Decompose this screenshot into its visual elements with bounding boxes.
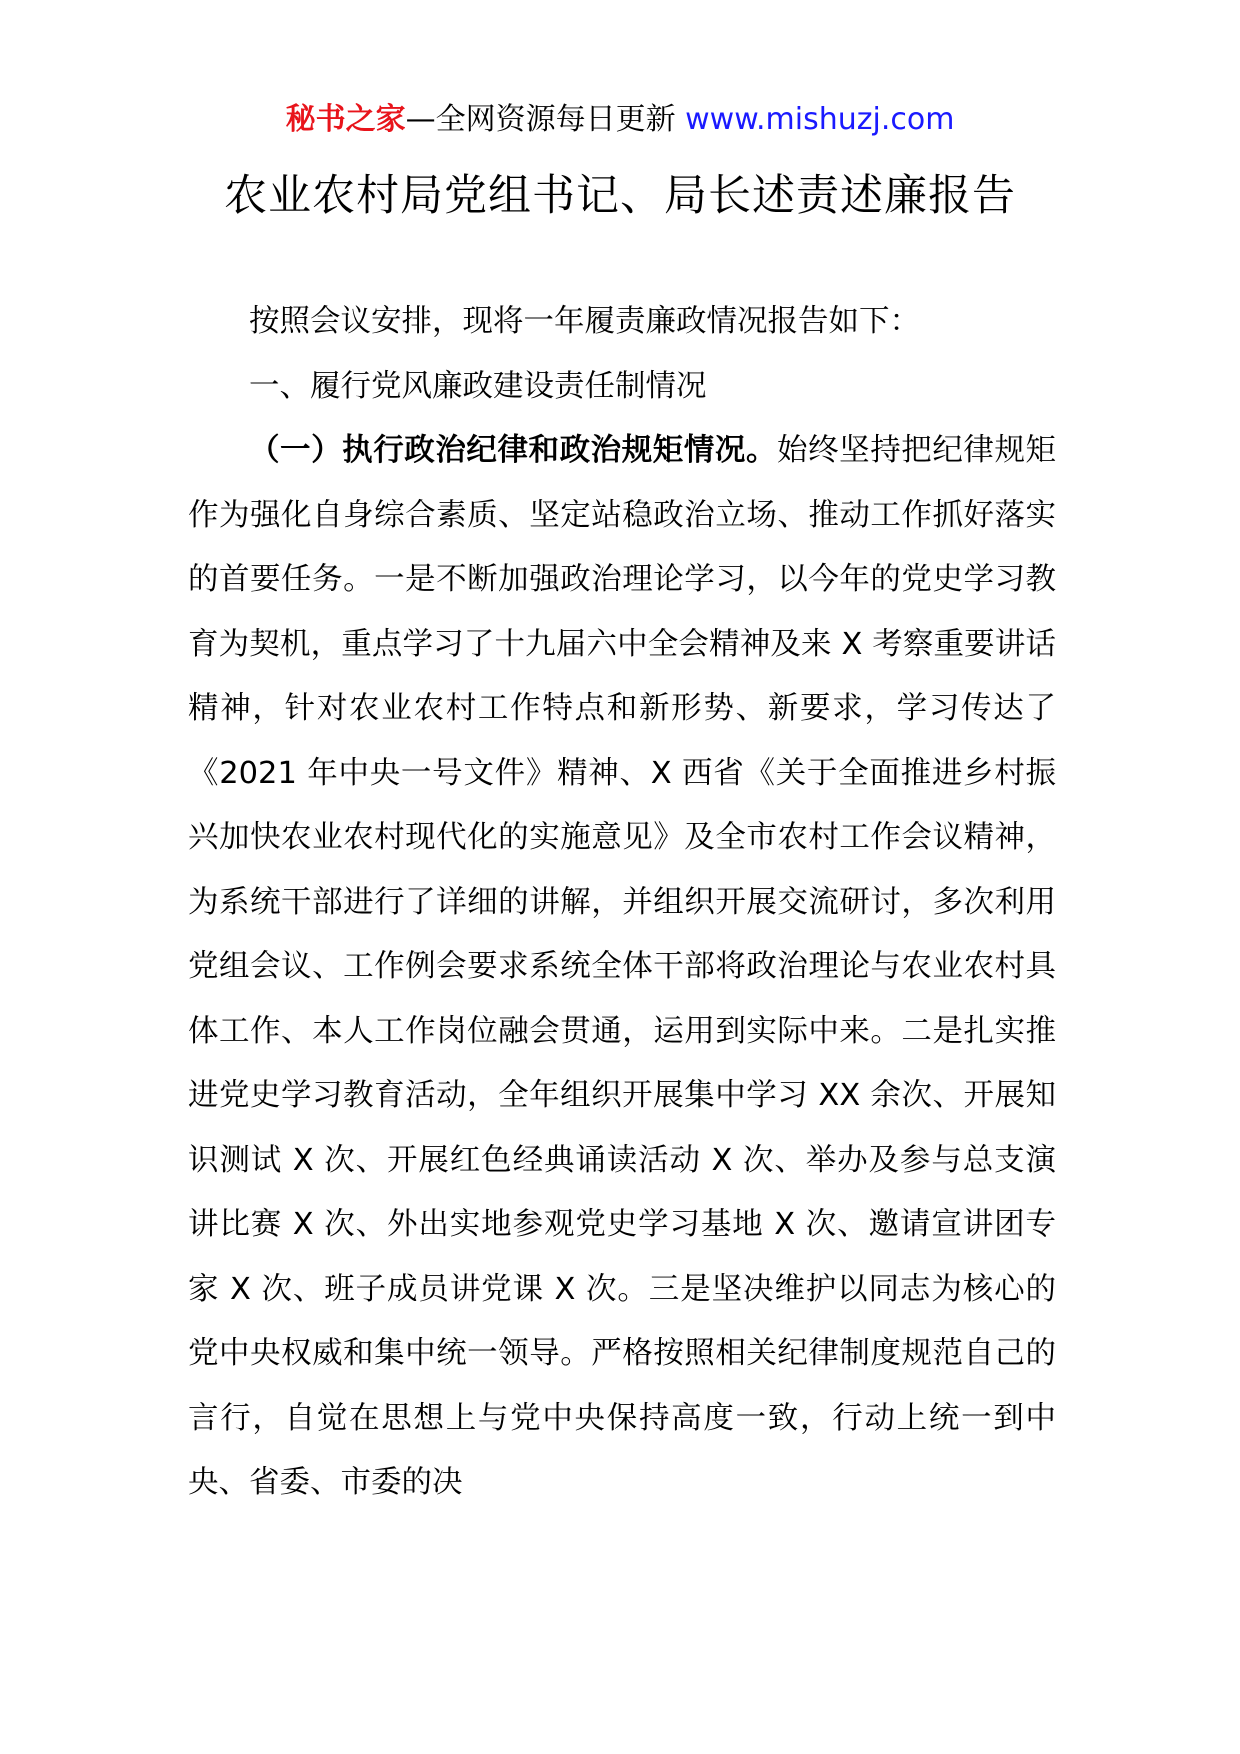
section-heading: 一、履行党风廉政建设责任制情况 <box>249 368 707 404</box>
site-header <box>0 100 1240 140</box>
intro-paragraph: 按照会议安排，现将一年履责廉政情况报告如下： <box>249 304 920 339</box>
brand-name: 秘书之家 <box>285 102 406 137</box>
document-title: 农业农村局党组书记、局长述责述廉报告 <box>224 171 1016 221</box>
site-url-link[interactable]: www.mishuzj.com <box>685 102 955 137</box>
subsection-heading: （一）执行政治纪律和政治规矩情况。 <box>249 433 778 468</box>
document-body <box>188 290 1056 1516</box>
subsection-body: 始终坚持把纪律规矩作为强化自身综合素质、坚定站稳政治立场、推动工作抓好落实的首要任务。一是不断加强政治理论学习，以今年的党史学习教育为契机，重点学习了十九届六中全会精神及来 X 考察重要讲话精神，针对农业农村工作特点和新形势、新要求，学习传达了《2021 年中央一号文件》精神、X 西省《关于全面推进乡村振兴加快农业农村现代化的实施意见》及全市农村工作会议精神，为系统干部进行了详细的讲解，并组织开展交流研讨，多次利用党组会议、工作例会要求系统全体干部将政治理论与农业农村具体工作、本人工作岗位融会贯通，运用到实际中来。二是扎实推进党史学习教育活动，全年组织开展集中学习 XX 余次、开展知识测试 X 次、开展红色经典诵读活动 X 次、举办及参与总支演讲比赛 X 次、外出实地参观党史学习基地 X 次、邀请宣讲团专家 X 次、班子成员讲党课 X 次。三是坚决维护以同志为核心的党中央权威和集中统一领导。严格按照相关纪律制度规范自己的言行，自觉在思想上与党中央保持高度一致，行动上统一到中央、省委、市委的决 <box>188 433 1057 1500</box>
header-slogan: —全网资源每日更新 <box>405 102 686 137</box>
subsection-paragraph <box>188 419 1056 1516</box>
